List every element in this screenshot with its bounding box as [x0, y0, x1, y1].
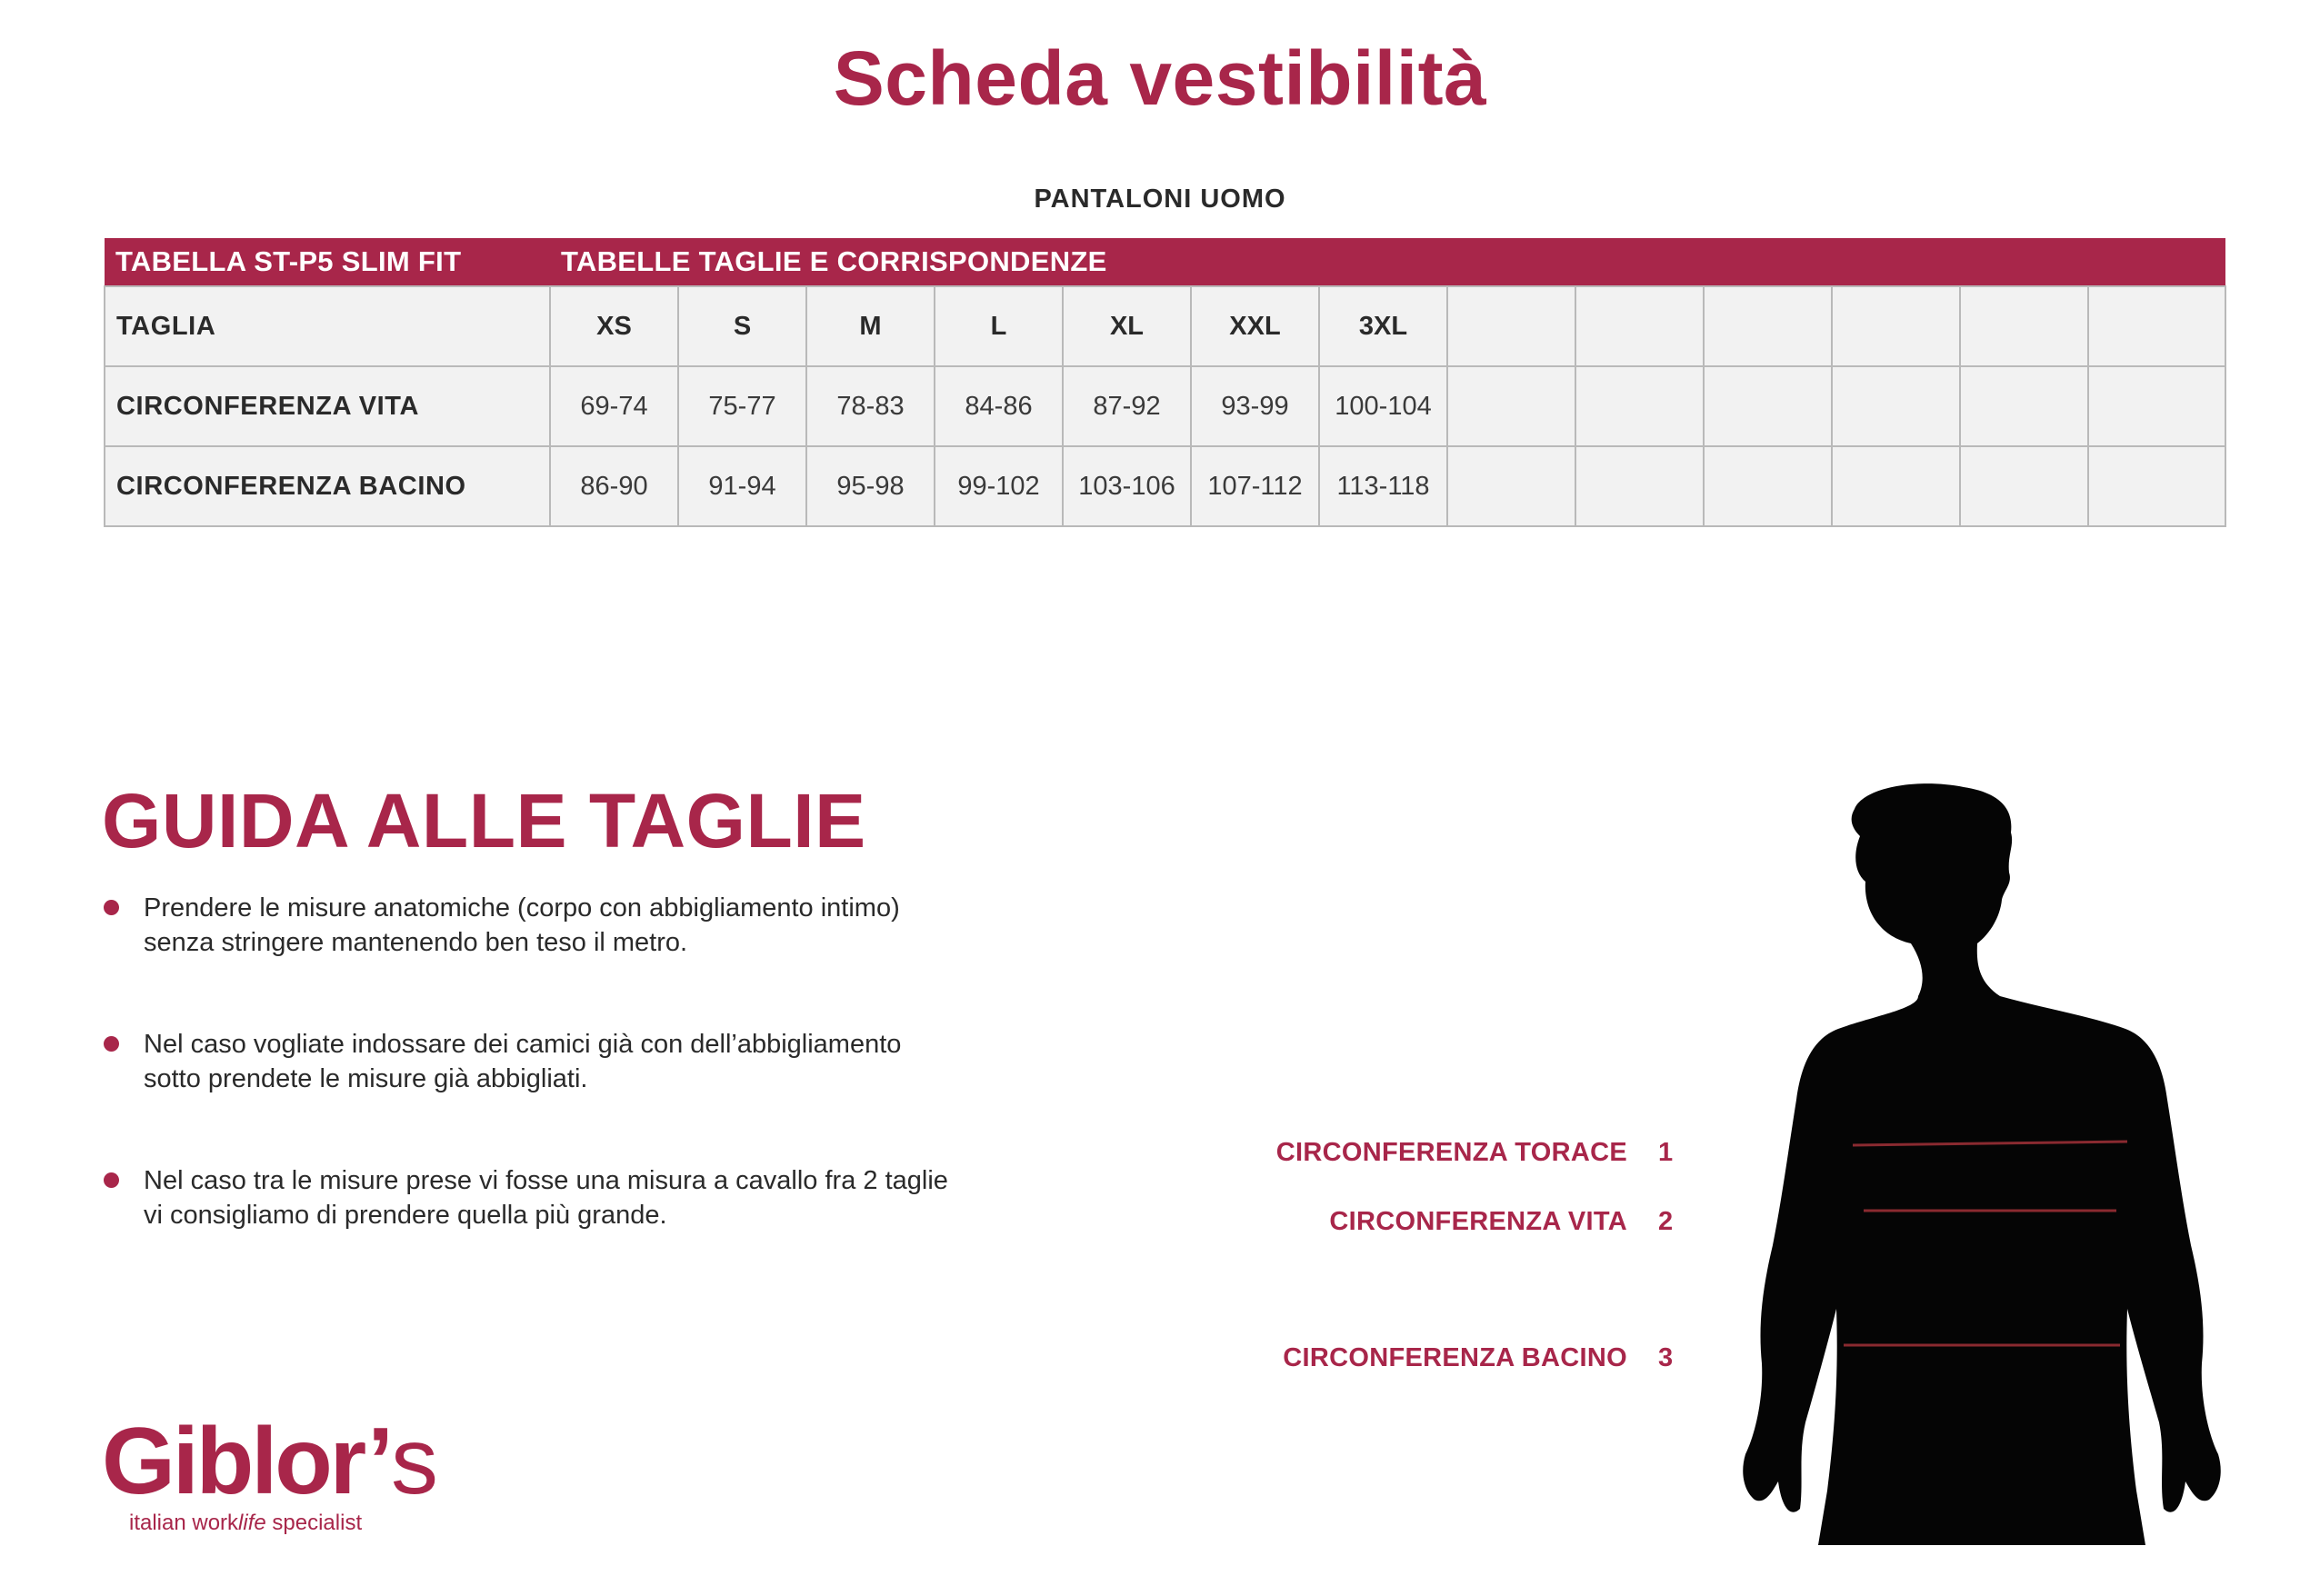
size-cell: XS: [550, 286, 678, 366]
value-cell: 86-90: [550, 446, 678, 526]
logo-tag-part: life: [238, 1511, 266, 1535]
empty-cell: [1447, 286, 1575, 366]
size-cell: 3XL: [1319, 286, 1447, 366]
measure-number: 1: [1658, 1138, 1674, 1167]
logo-wordmark-suffix: s: [390, 1409, 435, 1514]
silhouette-shape: [1743, 783, 2221, 1545]
value-cell: 91-94: [678, 446, 806, 526]
row-label: CIRCONFERENZA VITA: [105, 366, 550, 446]
size-cell: S: [678, 286, 806, 366]
value-cell: 87-92: [1063, 366, 1191, 446]
bullet-dot-icon: [104, 1172, 119, 1188]
guide-item-line: vi consigliamo di prendere quella più grande.: [144, 1201, 667, 1230]
empty-cell: [1575, 446, 1704, 526]
page-subtitle: PANTALONI UOMO: [1034, 185, 1286, 214]
page-title: Scheda vestibilità: [833, 35, 1487, 121]
table-header-left: TABELLA ST-P5 SLIM FIT: [105, 238, 550, 286]
value-cell: 75-77: [678, 366, 806, 446]
value-cell: 93-99: [1191, 366, 1319, 446]
giblors-logo: [102, 1409, 435, 1536]
empty-cell: [1960, 446, 2088, 526]
empty-cell: [2088, 446, 2225, 526]
row-label: CIRCONFERENZA BACINO: [105, 446, 550, 526]
size-cell: L: [935, 286, 1063, 366]
logo-wordmark-main: Giblor’: [102, 1409, 391, 1514]
table-row-taglia: [105, 286, 2225, 366]
bullet-dot-icon: [104, 900, 119, 915]
measure-number: 3: [1658, 1343, 1674, 1372]
empty-cell: [1704, 366, 1832, 446]
guide-item-line: sotto prendete le misure già abbigliati.: [144, 1064, 588, 1093]
table-row-bacino: [105, 446, 2225, 526]
empty-cell: [2088, 366, 2225, 446]
empty-cell: [1960, 286, 2088, 366]
measure-label-vita: CIRCONFERENZA VITA: [1329, 1207, 1627, 1236]
size-table: [104, 238, 2226, 527]
logo-tag-part: italian work: [129, 1511, 239, 1535]
guide-item: [104, 1027, 1067, 1096]
guide-item: [104, 891, 1067, 960]
value-cell: 95-98: [806, 446, 935, 526]
empty-cell: [1575, 286, 1704, 366]
empty-cell: [1960, 366, 2088, 446]
empty-cell: [2088, 286, 2225, 366]
table-row-vita: [105, 366, 2225, 446]
value-cell: 84-86: [935, 366, 1063, 446]
value-cell: 100-104: [1319, 366, 1447, 446]
size-cell: XL: [1063, 286, 1191, 366]
guide-item-line: Nel caso vogliate indossare dei camici già con dell’abbigliamento: [144, 1030, 902, 1059]
guide-title: GUIDA ALLE TAGLIE: [102, 778, 866, 863]
measure-label-torace: CIRCONFERENZA TORACE: [1275, 1138, 1627, 1167]
empty-cell: [1832, 366, 1960, 446]
empty-cell: [1832, 446, 1960, 526]
row-label: TAGLIA: [105, 286, 550, 366]
empty-cell: [1704, 286, 1832, 366]
empty-cell: [1832, 286, 1960, 366]
value-cell: 78-83: [806, 366, 935, 446]
guide-item: [104, 1163, 1067, 1232]
logo-tag-part: specialist: [265, 1511, 363, 1535]
value-cell: 69-74: [550, 366, 678, 446]
empty-cell: [1575, 366, 1704, 446]
body-silhouette-icon: [1700, 782, 2264, 1545]
guide-item-line: Prendere le misure anatomiche (corpo con abbigliamento intimo): [144, 893, 900, 923]
value-cell: 99-102: [935, 446, 1063, 526]
value-cell: 113-118: [1319, 446, 1447, 526]
value-cell: 103-106: [1063, 446, 1191, 526]
empty-cell: [1704, 446, 1832, 526]
guide-item-line: senza stringere mantenendo ben teso il metro.: [144, 928, 688, 957]
logo-wordmark: [102, 1409, 435, 1514]
value-cell: 107-112: [1191, 446, 1319, 526]
logo-tagline: [129, 1511, 435, 1536]
table-header-row: [105, 238, 2225, 286]
empty-cell: [1447, 446, 1575, 526]
size-cell: M: [806, 286, 935, 366]
empty-cell: [1447, 366, 1575, 446]
guide-item-line: Nel caso tra le misure prese vi fosse una misura a cavallo fra 2 taglie: [144, 1166, 948, 1195]
measure-label-bacino: CIRCONFERENZA BACINO: [1283, 1343, 1627, 1372]
guide-list: [104, 891, 1067, 1300]
size-cell: XXL: [1191, 286, 1319, 366]
measure-number: 2: [1658, 1207, 1674, 1236]
bullet-dot-icon: [104, 1036, 119, 1052]
table-header-right: TABELLE TAGLIE E CORRISPONDENZE: [550, 238, 2225, 286]
